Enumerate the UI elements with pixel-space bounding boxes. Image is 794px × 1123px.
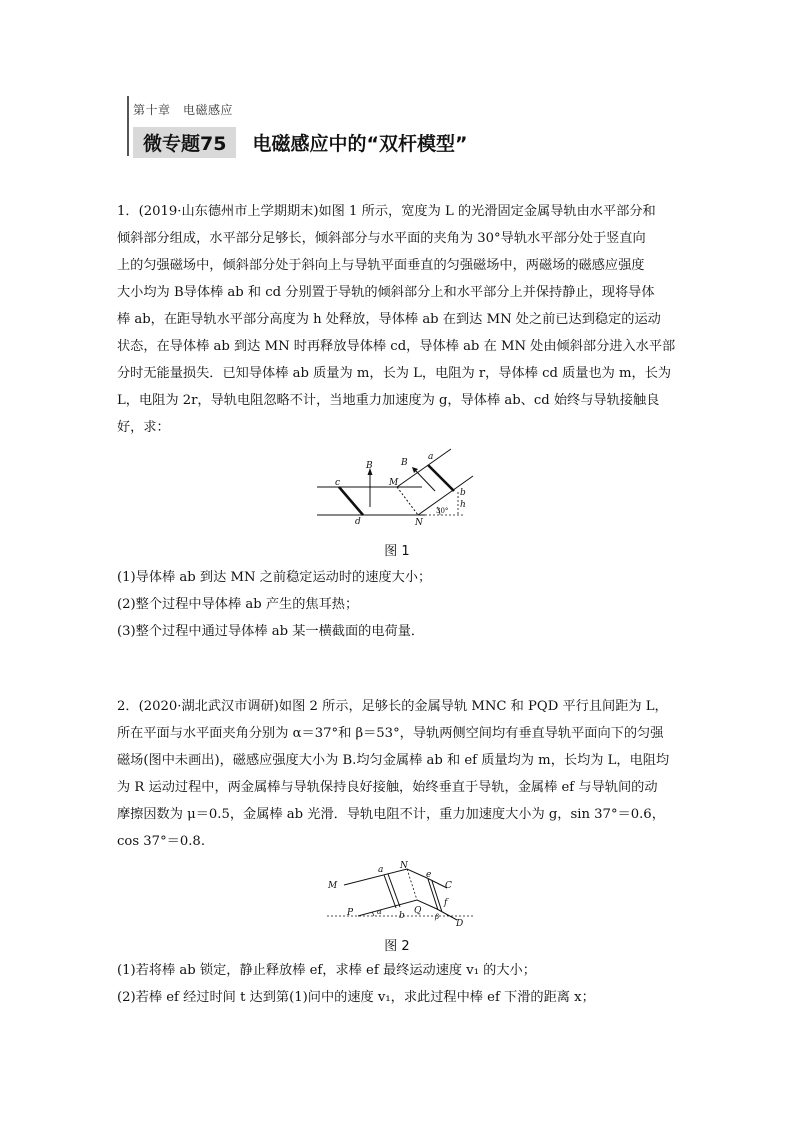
- q2-line: 2．(2020·湖北武汉市调研)如图 2 所示，足够长的金属导轨 MNC 和 PQD 平行且间距为 L，: [117, 699, 668, 714]
- fig1-label-angle: 30°: [436, 507, 449, 515]
- fig1-label-d: d: [355, 517, 361, 527]
- q1-line: 棒 ab，在距导轨水平部分高度为 h 处释放，导体棒 ab 在到达 MN 处之前已达到稳定的运动: [117, 312, 661, 327]
- fig1-label-h: h: [460, 500, 466, 510]
- q1-sub-1: (1)导体棒 ab 到达 MN 之前稳定运动时的速度大小；: [117, 570, 432, 585]
- fig2-label-P: P: [347, 908, 354, 918]
- q2-line: 磁场(图中未画出)，磁感应强度大小为 B.均匀金属棒 ab 和 ef 质量均为 m，长均为 L，电阻均: [117, 753, 670, 768]
- fig2-label-e: e: [426, 870, 432, 880]
- fig2-label-C: C: [445, 881, 452, 891]
- fig2-label-Q: Q: [414, 906, 422, 916]
- fig2-label-f: f: [444, 898, 448, 908]
- fig2-label-beta: β: [435, 913, 440, 921]
- title-text: 电磁感应中的“双杆模型”: [252, 132, 468, 155]
- page-title: [133, 127, 467, 157]
- figure-1-caption: 图 1: [384, 544, 410, 559]
- q1-line: 1．(2019·山东德州市上学期期末)如图 1 所示，宽度为 L 的光滑固定金属导轨由水平部分和: [117, 204, 656, 219]
- q1-line: 大小均为 B导体棒 ab 和 cd 分别置于导轨的倾斜部分上和水平部分上并保持静止，现将导体: [117, 285, 655, 300]
- q1-sub-2: (2)整个过程中导体棒 ab 产生的焦耳热；: [117, 597, 359, 612]
- fig1-label-B1: B: [366, 461, 373, 471]
- q1-line: L，电阻为 2r，导轨电阻忽略不计，当地重力加速度为 g，导体棒 ab、cd 始终与导轨接触良: [117, 393, 660, 408]
- fig1-label-M: M: [389, 478, 399, 488]
- fig2-label-a: a: [378, 865, 384, 875]
- fig2-label-alpha: α: [377, 908, 382, 916]
- header-accent-bar: [127, 96, 129, 156]
- fig2-label-M: M: [328, 881, 338, 891]
- title-badge: 微专题75: [133, 127, 236, 158]
- fig1-label-b: b: [460, 488, 466, 498]
- q2-line: 所在平面与水平面夹角分别为 α＝37°和 β＝53°，导轨两侧空间均有垂直导轨平面向下的匀强: [117, 726, 664, 741]
- q2-line: 摩擦因数为 μ＝0.5，金属棒 ab 光滑．导轨电阻不计，重力加速度大小为 g，sin 37°＝0.6，: [117, 807, 665, 822]
- fig1-label-a: a: [428, 452, 434, 462]
- figure-2: [322, 858, 477, 930]
- q2-line: cos 37°＝0.8.: [117, 834, 206, 849]
- fig1-label-B2: B: [401, 458, 408, 468]
- fig2-label-N: N: [400, 861, 408, 871]
- q1-line: 状态，在导体棒 ab 到达 MN 时再释放导体棒 cd，导体棒 ab 在 MN 处由倾斜部分进入水平部: [117, 339, 676, 354]
- q2-sub-2: (2)若棒 ef 经过时间 t 达到第(1)问中的速度 v₁，求此过程中棒 ef 下滑的距离 x；: [117, 990, 595, 1005]
- q1-line: 好，求：: [117, 420, 170, 435]
- question-2-subparts: [117, 957, 683, 1011]
- figure-2-caption: 图 2: [384, 939, 410, 954]
- q1-line: 上的匀强磁场中，倾斜部分处于斜向上与导轨平面垂直的匀强磁场中，两磁场的磁感应强度: [117, 258, 645, 273]
- chapter-label: 第十章 电磁感应: [133, 103, 234, 117]
- q1-sub-3: (3)整个过程中通过导体棒 ab 某一横截面的电荷量．: [117, 624, 425, 639]
- fig2-label-b: b: [399, 911, 405, 921]
- question-1-text: [117, 198, 683, 441]
- fig1-label-c: c: [335, 478, 341, 488]
- fig1-label-N: N: [415, 518, 423, 528]
- q2-line: 为 R 运动过程中，两金属棒与导轨保持良好接触，始终垂直于导轨，金属棒 ef 与导轨间的动: [117, 780, 658, 795]
- question-1-subparts: [117, 564, 683, 645]
- question-2-text: [117, 693, 683, 855]
- q1-line: 分时无能量损失．已知导体棒 ab 质量为 m，长为 L，电阻为 r，导体棒 cd 质量也为 m，长为: [117, 366, 672, 381]
- figure-1: [315, 447, 475, 532]
- q2-sub-1: (1)若将棒 ab 锁定，静止释放棒 ef，求棒 ef 最终运动速度 v₁ 的大小；: [117, 963, 536, 978]
- q1-line: 倾斜部分组成，水平部分足够长，倾斜部分与水平面的夹角为 30°导轨水平部分处于竖直向: [117, 231, 646, 246]
- fig2-label-D: D: [456, 919, 464, 929]
